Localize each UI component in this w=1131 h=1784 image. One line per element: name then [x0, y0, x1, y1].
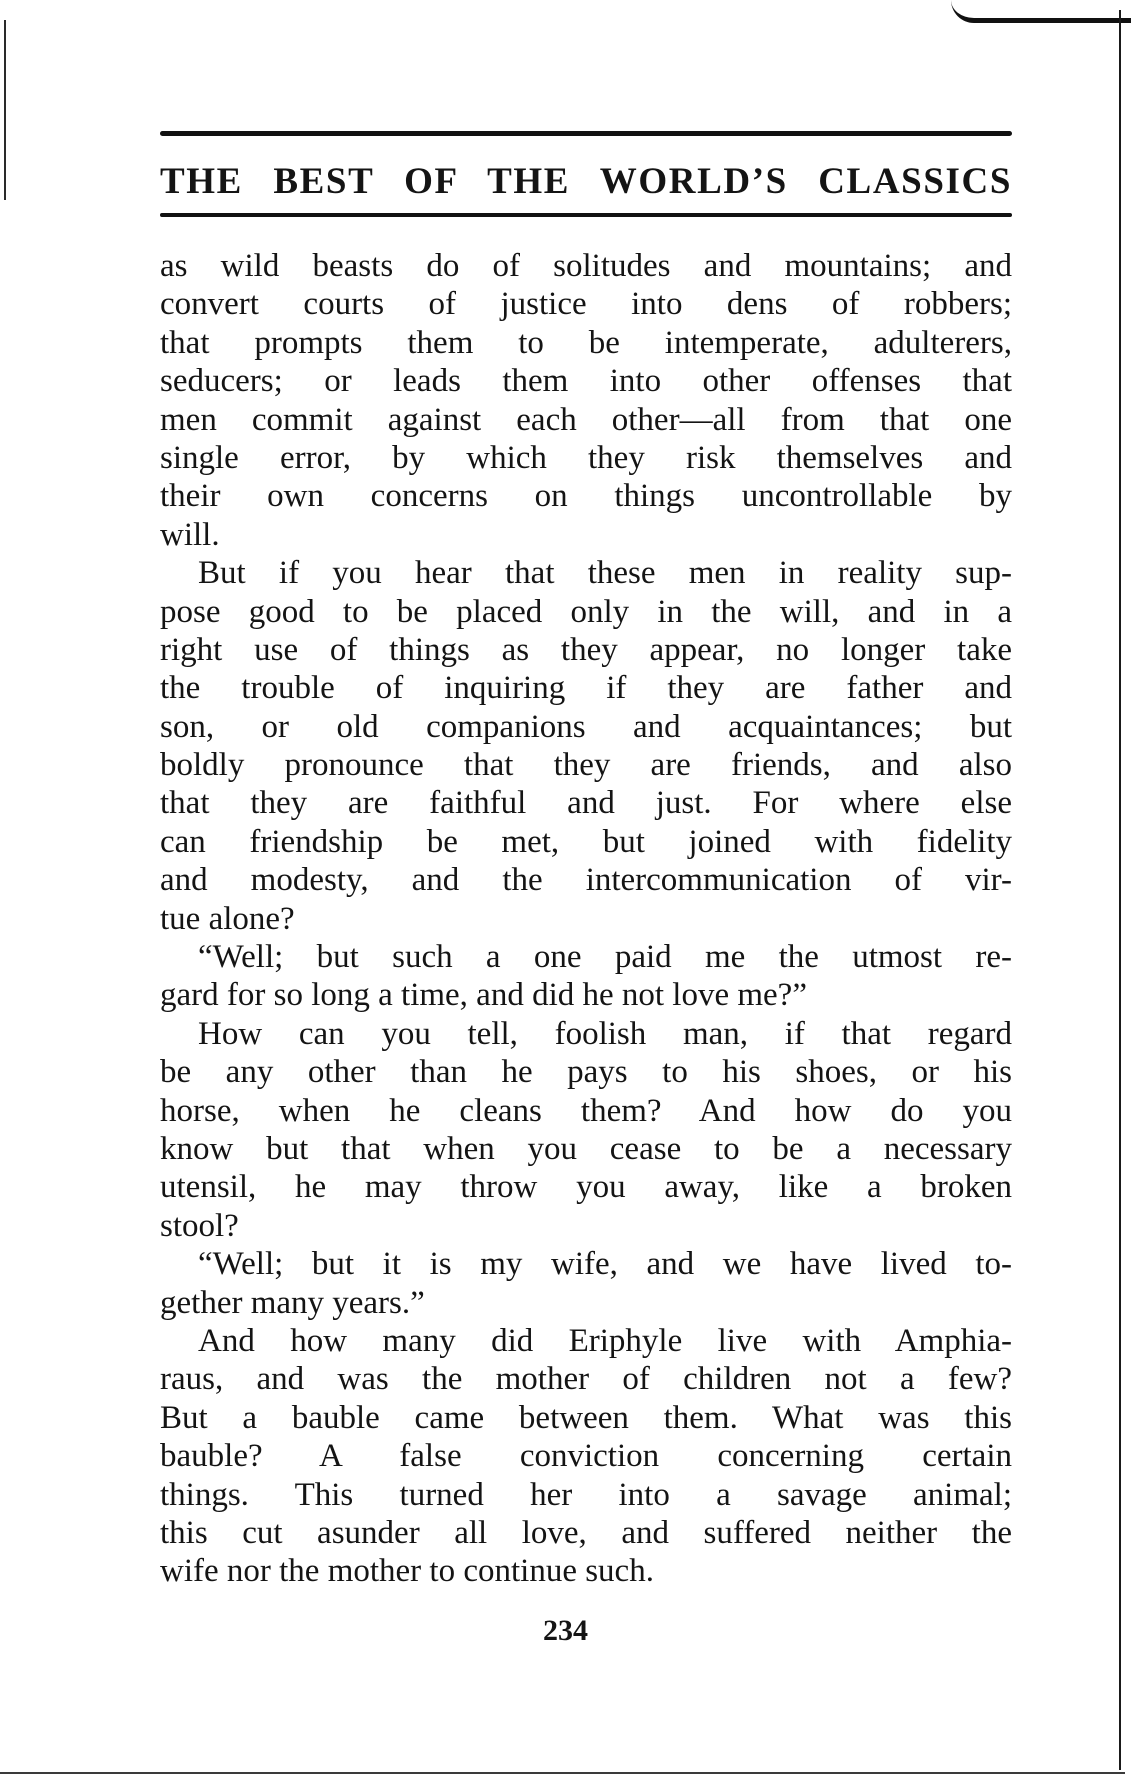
text-line: will. — [160, 516, 220, 553]
text-line: their own concerns on things uncontrollable by — [160, 478, 1012, 515]
text-line: know but that when you cease to be a necessary — [160, 1130, 1012, 1167]
text-line: seducers; or leads them into other offenses that — [160, 363, 1012, 400]
text-line: as wild beasts do of solitudes and mountains; and — [160, 248, 1012, 284]
text-line: be any other than he pays to his shoes, or his — [160, 1054, 1012, 1091]
text-line: that prompts them to be intemperate, adulterers, — [160, 324, 1012, 361]
scan-left-edge — [4, 20, 6, 200]
text-line: “Well; but such a one paid me the utmost re- — [198, 939, 1012, 976]
text-line: right use of things as they appear, no longer take — [160, 631, 1012, 668]
text-line: But a bauble came between them. What was this — [160, 1399, 1012, 1436]
text-line: horse, when he cleans them? And how do you — [160, 1092, 1012, 1129]
text-line: How can you tell, foolish man, if that regard — [198, 1015, 1012, 1052]
text-line: But if you hear that these men in reality sup- — [198, 555, 1012, 592]
text-line: son, or old companions and acquaintances; but — [160, 708, 1012, 745]
text-line: tue alone? — [160, 900, 295, 937]
text-line: boldly pronounce that they are friends, and also — [160, 747, 1012, 784]
body-text — [160, 247, 1012, 1591]
text-line: “Well; but it is my wife, and we have lived to- — [198, 1246, 1012, 1283]
text-line: this cut asunder all love, and suffered neither the — [160, 1514, 1012, 1551]
header-rule-top — [160, 131, 1012, 136]
text-line: bauble? A false conviction concerning certain — [160, 1438, 1012, 1475]
text-line: and modesty, and the intercommunication of vir- — [160, 862, 1012, 899]
text-line: pose good to be placed only in the will, and in a — [160, 593, 1012, 630]
scan-top-right-edge — [951, 0, 1131, 23]
text-line: that they are faithful and just. For where else — [160, 785, 1012, 822]
text-line: gether many years.” — [160, 1284, 425, 1321]
text-line: raus, and was the mother of children not a few? — [160, 1361, 1012, 1398]
text-line: convert courts of justice into dens of robbers; — [160, 286, 1012, 323]
scan-right-edge — [1119, 10, 1121, 1770]
page-number: 234 — [543, 1614, 588, 1647]
text-line: the trouble of inquiring if they are father and — [160, 670, 1012, 707]
header-rule-bottom — [160, 213, 1012, 217]
text-line: And how many did Eriphyle live with Amphia- — [198, 1322, 1012, 1359]
text-line: single error, by which they risk themselves and — [160, 439, 1012, 476]
text-line: men commit against each other—all from that one — [160, 401, 1012, 438]
text-line: can friendship be met, but joined with fidelity — [160, 823, 1012, 860]
text-line: gard for so long a time, and did he not love me?” — [160, 977, 807, 1014]
text-line: things. This turned her into a savage animal; — [160, 1476, 1012, 1513]
running-title: THE BEST OF THE WORLD’S CLASSICS — [160, 161, 1012, 202]
text-line: stool? — [160, 1207, 239, 1244]
scan-bottom-edge — [0, 1772, 1125, 1774]
text-line: utensil, he may throw you away, like a broken — [160, 1169, 1012, 1206]
text-line: wife nor the mother to continue such. — [160, 1553, 654, 1590]
